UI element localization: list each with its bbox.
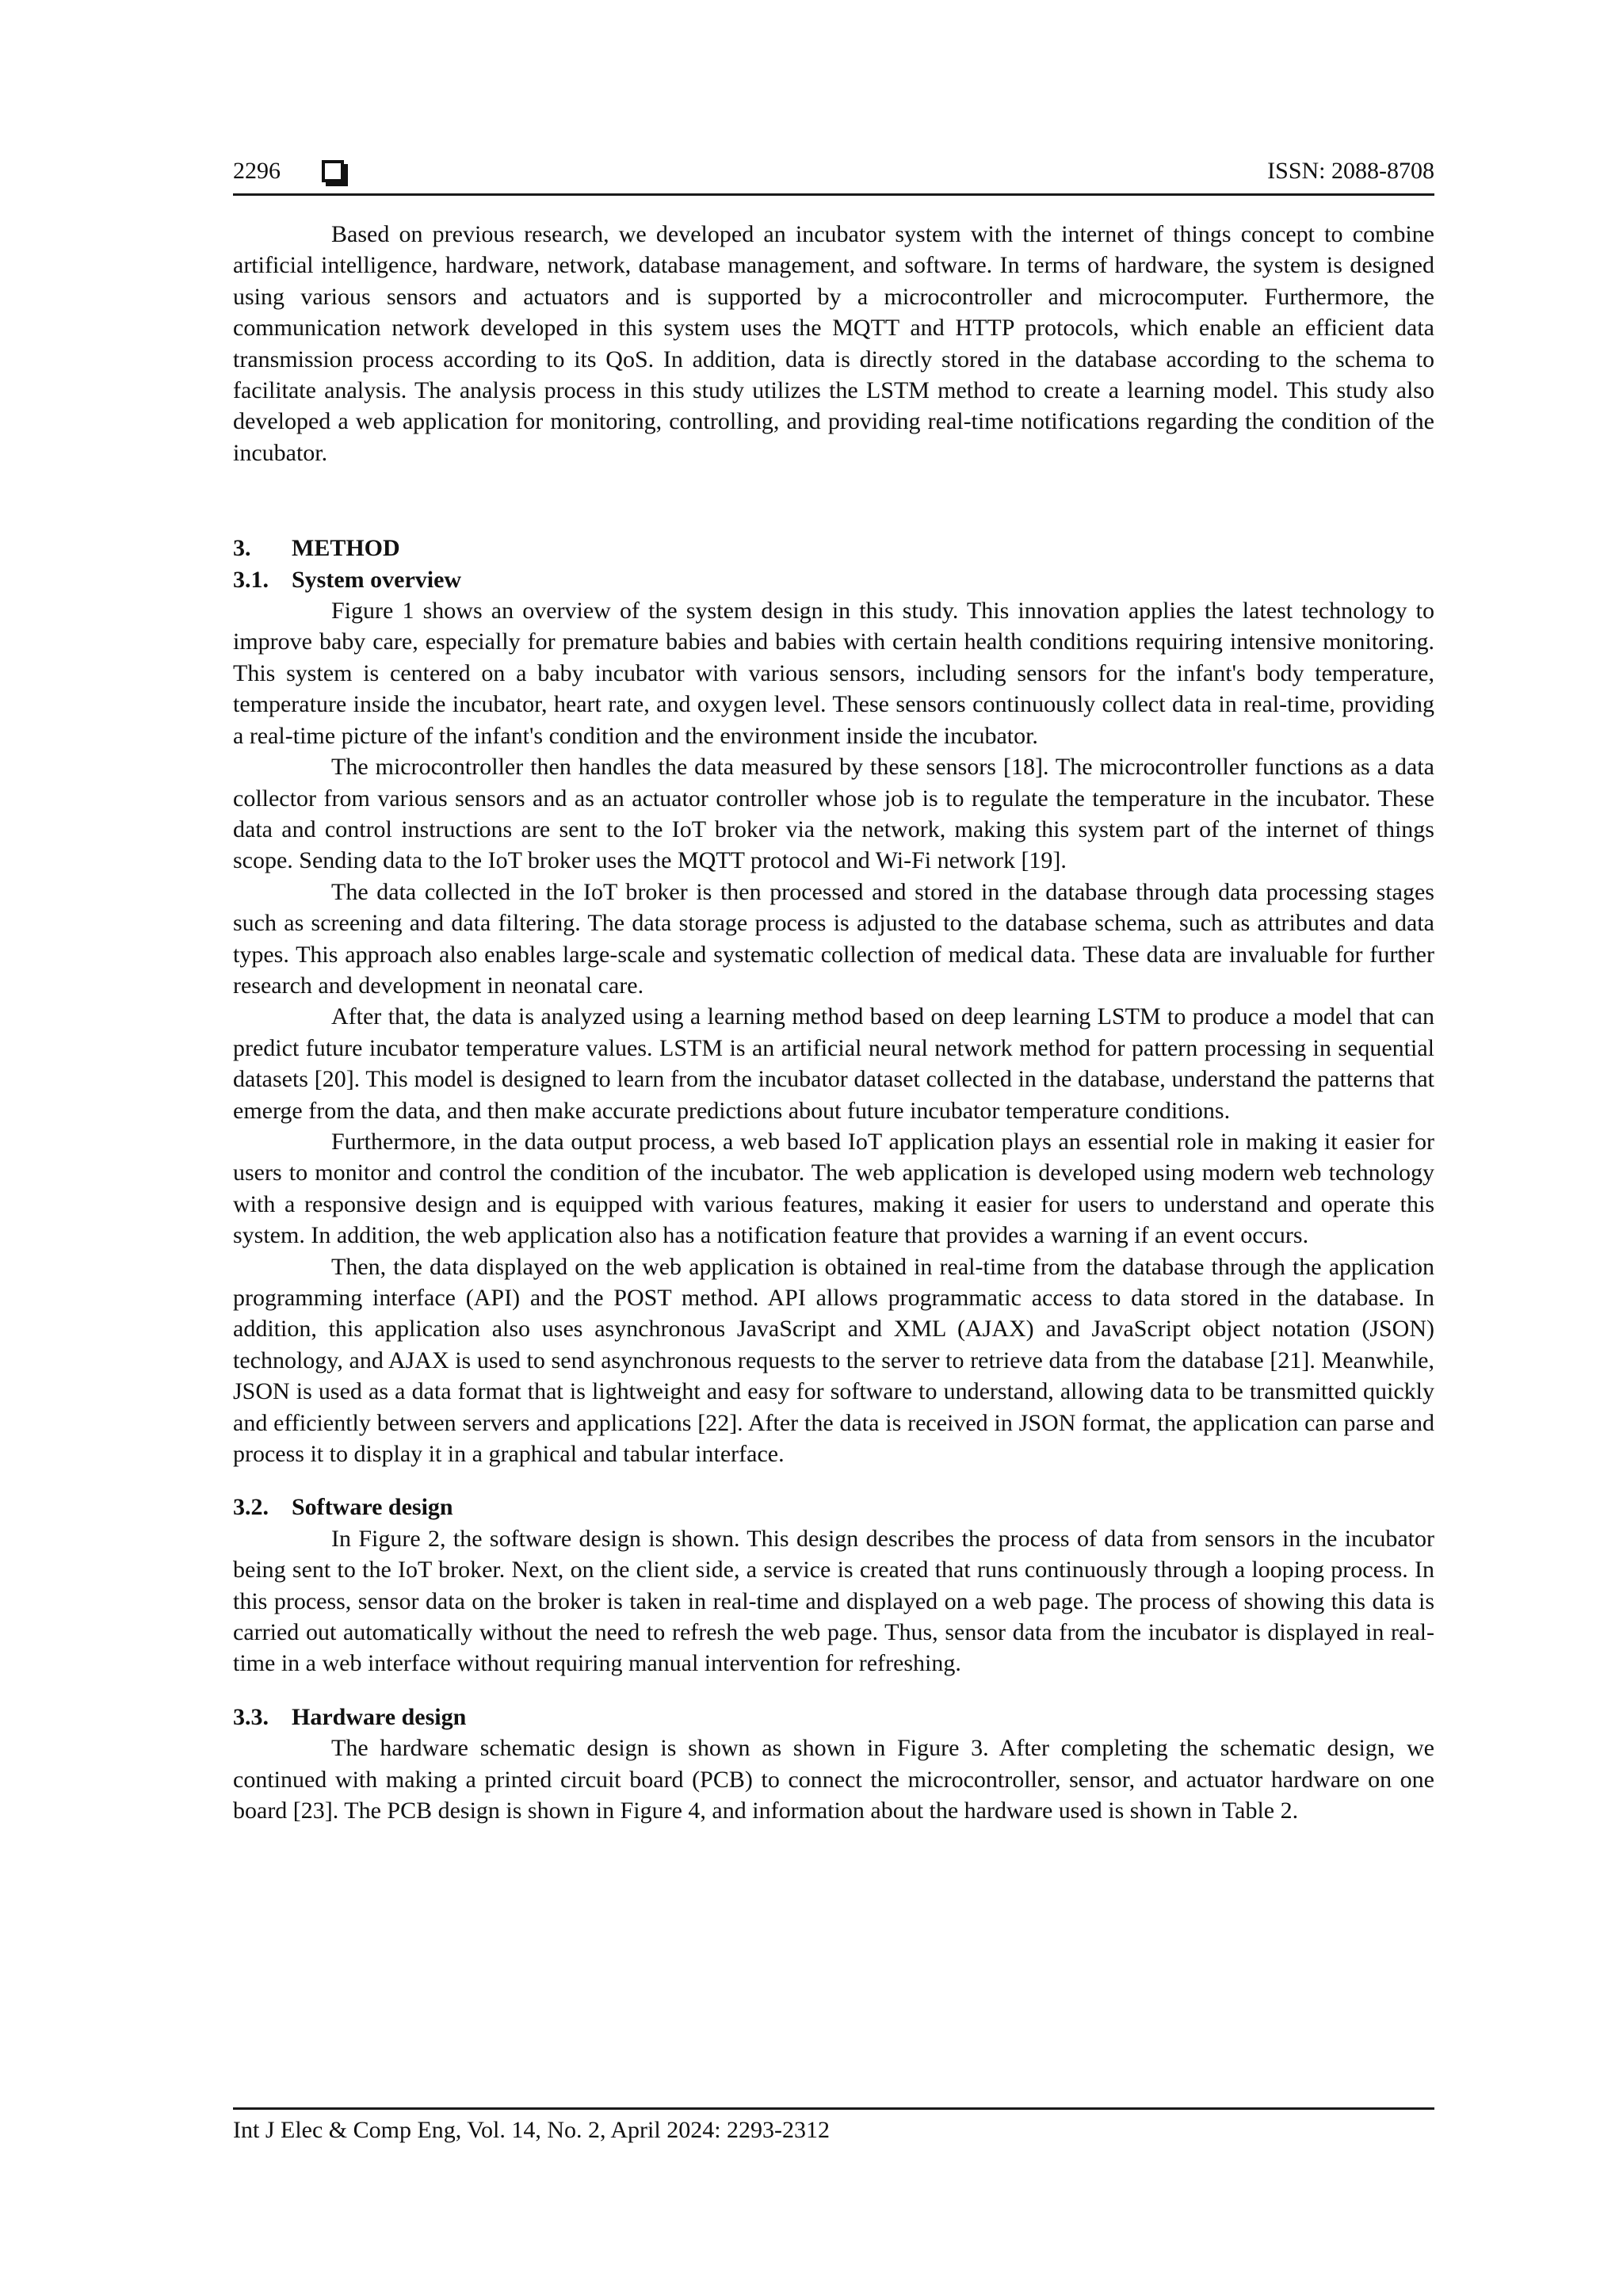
paragraph: After that, the data is analyzed using a learning method based on deep learning LSTM to produce a model that can predict future incubator temperature values. LSTM is an artificial neural network method for pattern processing in sequential datasets [20]. This model is designed to learn from the incubator dataset collected in the database, understand the patterns that emerge from the data, and then make accurate predictions about future incubator temperature conditions. <box>233 1003 1434 1124</box>
page-footer <box>233 2107 1434 2146</box>
page-header <box>233 155 1434 196</box>
paper-page <box>233 0 1434 2296</box>
page-number: 2296 <box>233 158 281 184</box>
intro-paragraph: Based on previous research, we developed an incubator system with the internet of things concept to combine artificial intelligence, hardware, network, database management, and software. In terms of hardware, the system is designed using various sensors and actuators and is supported by a microcontroller and microcomputer. Furthermore, the communication network developed in this system uses the MQTT and HTTP protocols, which enable an efficient data transmission process according to its QoS. In addition, data is directly stored in the database according to the schema to facilitate analysis. The analysis process in this study utilizes the LSTM method to create a learning model. This study also developed a web application for monitoring, controlling, and providing real-time notifications regarding the condition of the incubator. <box>233 221 1434 466</box>
journal-citation: Int J Elec & Comp Eng, Vol. 14, No. 2, April 2024: 2293-2312 <box>233 2117 831 2143</box>
subsection-heading-software-design <box>233 1492 1434 1522</box>
paragraph: Furthermore, in the data output process, a web based IoT application plays an essential role in making it easier for users to monitor and control the condition of the incubator. The web application is developed using modern web technology with a responsive design and is equipped with various features, making it easier for users to understand and operate this system. In addition, the web application also has a notification feature that provides a warning if an event occurs. <box>233 1128 1434 1249</box>
paragraph: The microcontroller then handles the data measured by these sensors [18]. The microcontroller functions as a data collector from various sensors and as an actuator controller whose job is to regulate the temperature in the incubator. These data and control instructions are sent to the IoT broker via the network, making this system part of the internet of things scope. Sending data to the IoT broker uses the MQTT protocol and Wi-Fi network [19]. <box>233 754 1434 874</box>
subsection-heading-system-overview <box>233 564 1434 595</box>
subsection-number: 3.1. <box>233 566 269 593</box>
paragraph: Figure 1 shows an overview of the system design in this study. This innovation applies the latest technology to improve baby care, especially for premature babies and babies with certain health conditions requiring intensive monitoring. This system is centered on a baby incubator with various sensors, including sensors for the infant's body temperature, temperature inside the incubator, heart rate, and oxygen level. These sensors continuously collect data in real-time, providing a real-time picture of the infant's condition and the environment inside the incubator. <box>233 598 1434 749</box>
paragraph: In Figure 2, the software design is shown. This design describes the process of data from sensors in the incubator being sent to the IoT broker. Next, on the client side, a service is created that runs continuously through a looping process. In this process, sensor data on the broker is taken in real-time and displayed on a web page. The process of showing this data is carried out automatically without the need to refresh the web page. Thus, sensor data from the incubator is displayed in real-time in a web interface without requiring manual intervention for refreshing. <box>233 1525 1434 1677</box>
subsection-number: 3.3. <box>233 1703 269 1730</box>
square-bullet-icon <box>322 160 344 182</box>
body-text <box>233 219 1434 1827</box>
paragraph: The hardware schematic design is shown as shown in Figure 3. After completing the schematic design, we continued with making a printed circuit board (PCB) to connect the microcontroller, sensor, and actuator hardware on one board [23]. The PCB design is shown in Figure 4, and information about the hardware used is shown in Table 2. <box>233 1735 1434 1824</box>
subsection-title: Software design <box>292 1494 453 1521</box>
section-number: 3. <box>233 535 251 562</box>
paragraph: Then, the data displayed on the web application is obtained in real-time from the database through the application programming interface (API) and the POST method. API allows programmatic access to data stored in the database. In addition, this application also uses asynchronous JavaScript and XML (AJAX) and JavaScript object notation (JSON) technology, and AJAX is used to send asynchronous requests to the server to retrieve data from the database [21]. Meanwhile, JSON is used as a data format that is lightweight and easy for software to understand, allowing data to be transmitted quickly and efficiently between servers and applications [22]. After the data is received in JSON format, the application can parse and process it to display it in a graphical and tabular interface. <box>233 1253 1434 1468</box>
subsection-title: System overview <box>292 566 462 593</box>
section-title: METHOD <box>292 535 400 562</box>
paragraph: The data collected in the IoT broker is then processed and stored in the database through data processing stages such as screening and data filtering. The data storage process is adjusted to the database schema, such as attributes and data types. This approach also enables large-scale and systematic collection of medical data. These data are invaluable for further research and development in neonatal care. <box>233 878 1434 999</box>
subsection-heading-hardware-design <box>233 1702 1434 1733</box>
subsection-title: Hardware design <box>292 1703 467 1730</box>
section-heading-method <box>233 533 1434 563</box>
subsection-number: 3.2. <box>233 1494 269 1521</box>
issn: ISSN: 2088-8708 <box>1267 158 1434 184</box>
